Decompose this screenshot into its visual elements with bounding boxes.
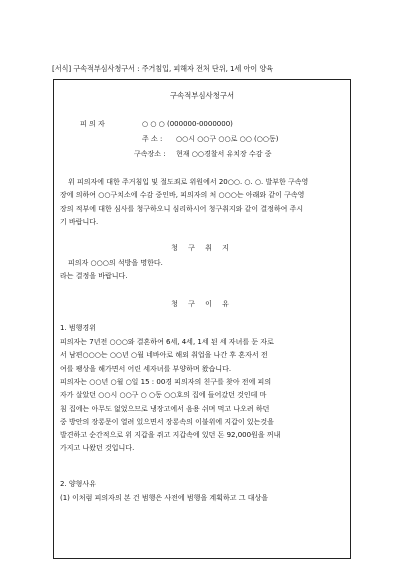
address-label: 주 소 : <box>142 135 163 143</box>
section1-line: 여를 팽상을 해가면서 어린 세자녀를 부양하며 왔습니다. <box>60 364 232 373</box>
suspect-label: 피 의 자 <box>80 120 105 128</box>
section1-title: 1. 범행경위 <box>60 324 96 332</box>
reason-heading: 청 구 이 유 <box>171 300 233 308</box>
section1-line: 가지고 나왔던 것입니다. <box>60 444 135 453</box>
section1-line: 중 방안의 장롱문이 열려 있으면서 장롱속의 이불위에 지갑이 있는것을 <box>60 417 274 426</box>
intro-line: 위 피의자에 대한 주거침입 및 절도죄로 위원에서 20○○. ○. ○. 발부한 구속영 <box>68 178 309 186</box>
section2-title: 2. 양형사유 <box>60 480 96 488</box>
document-box <box>53 79 351 559</box>
caption-bracket: [서식] <box>52 64 72 73</box>
section1-line: 피의자는 ○○년 ○월 ○일 15 : 00경 피의자의 친구를 찾아 전에 피의 <box>60 378 272 386</box>
section1-line: 자가 살았던 ○○시 ○○구 ○ ○동 ○○호의 집에 들어갔던 것인데 마 <box>60 391 267 400</box>
section1-line: 피의자는 7년전 ○○○와 결혼하여 6세, 4세, 1세 된 세 자녀를 둔 자로 <box>60 338 274 346</box>
purpose-paragraph <box>60 257 344 284</box>
detention-label: 구속장소 : <box>134 150 166 158</box>
purpose-heading: 청 구 취 지 <box>171 244 233 252</box>
section1-line: 발견하고 순간적으로 위 지갑을 쥐고 지갑속에 있던 돈 92,000원을 꺼내 <box>60 431 281 440</box>
detention-value: 현재 ○○경찰서 유치장 수감 중 <box>176 150 272 158</box>
caption-text: 구속적부심사청구서 : 주거침입, 피해자 전처 단위, 1세 아이 양육 <box>73 64 274 73</box>
suspect-value: ○ ○ ○ (000000-0000000) <box>142 120 233 128</box>
intro-line: 장에 의하여 ○○구치소에 수감 중인바, 피의자의 처 ○○○는 아래와 같이 구속영 <box>60 191 305 200</box>
section1-paragraph2 <box>60 376 344 456</box>
intro-line: 기 바랍니다. <box>60 217 99 226</box>
intro-line: 장의 적부에 대한 심사를 청구하오니 심리하시어 청구취지와 같이 결정하여 주시 <box>60 204 304 213</box>
section1-line: 서 남편○○○는 ○○년 ○월 네바아로 해외 취업을 나간 후 혼자서 전 <box>60 351 268 360</box>
purpose-line: 라는 결정을 바랍니다. <box>60 272 128 281</box>
section1-paragraph1 <box>60 336 344 376</box>
purpose-line: 피의자 ○○○의 석방을 명한다. <box>68 259 163 267</box>
document-title: 구속적부심사청구서 <box>169 91 235 100</box>
document-caption <box>52 64 352 74</box>
section2-line: (1) 이처럼 피의자의 본 건 범행은 사전에 범행을 계획하고 그 대상을 <box>60 494 268 502</box>
section1-line: 침 집에는 아무도 없었으므로 냉장고에서 음용 쉬며 먹고 나오려 하던 <box>60 404 270 413</box>
address-value: ○○시 ○○구 ○○로 ○○ (○○동) <box>176 135 279 143</box>
intro-paragraph <box>60 176 344 229</box>
